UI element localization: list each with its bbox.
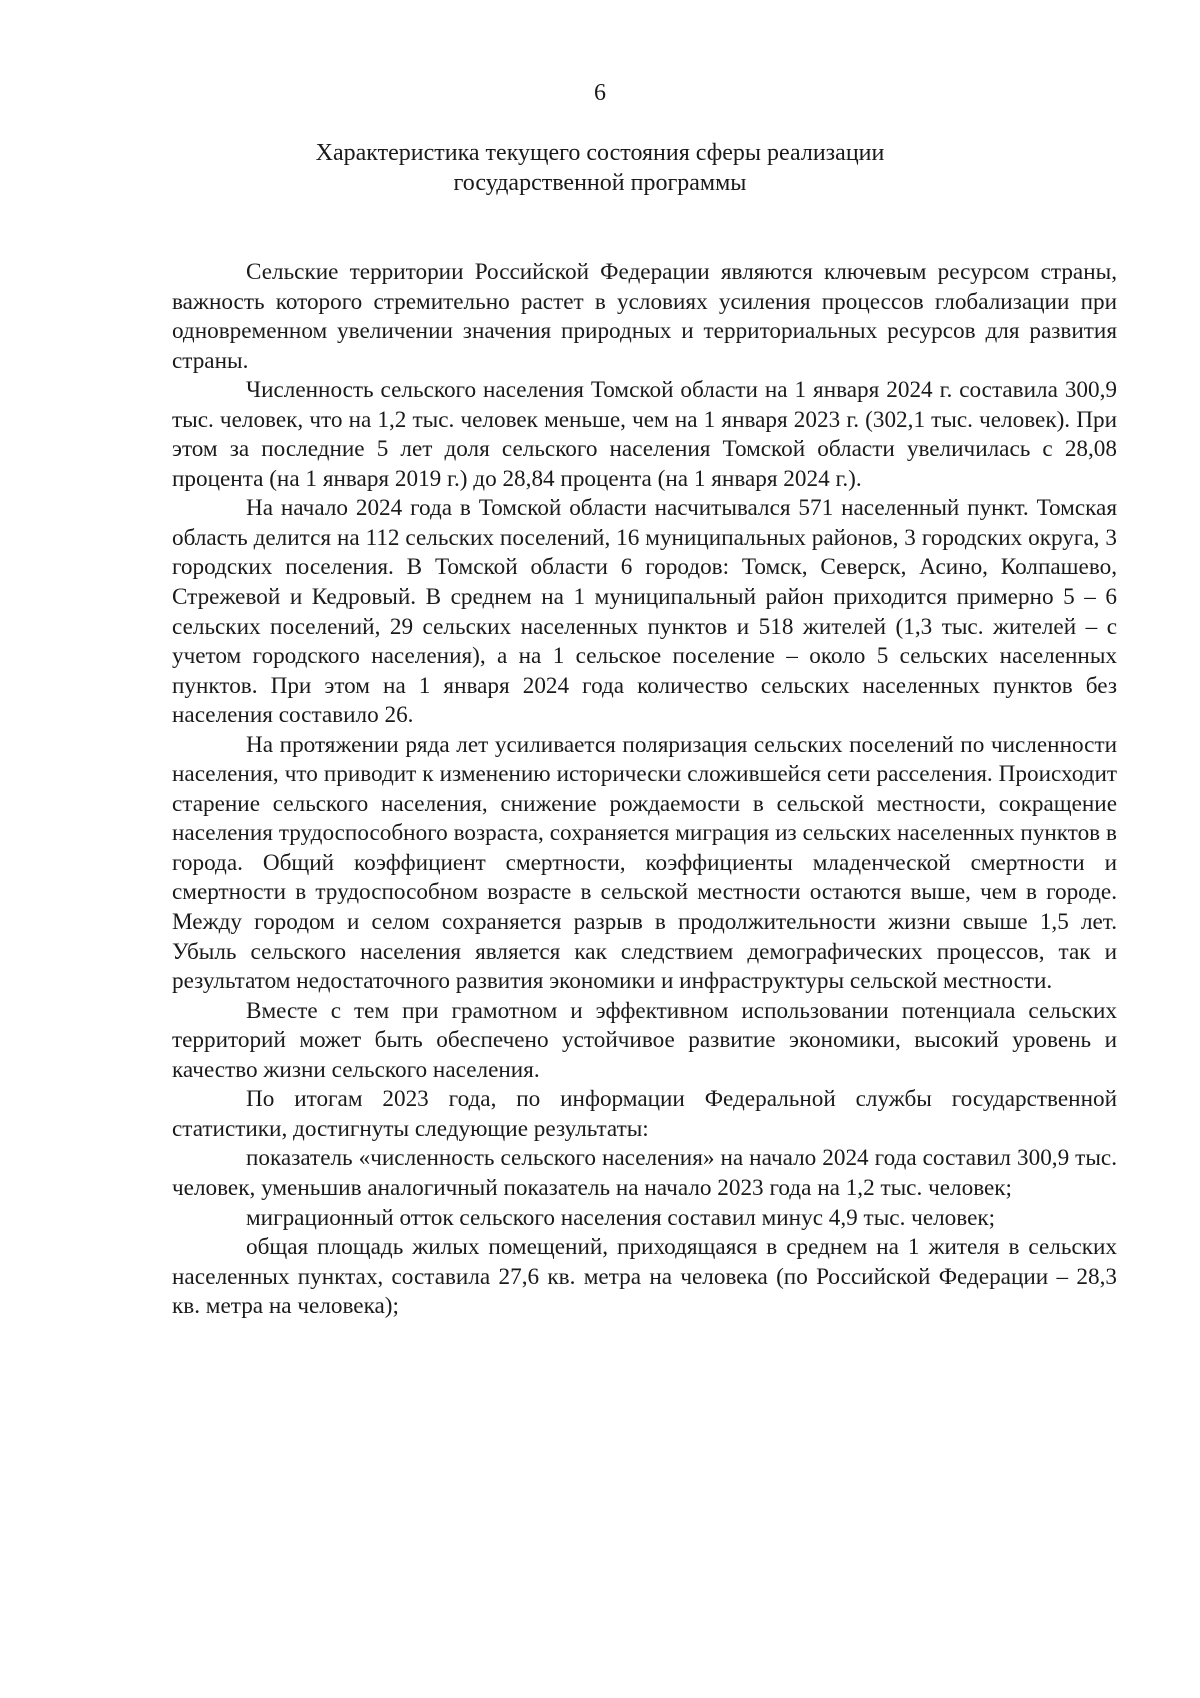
document-body (172, 258, 1117, 1322)
paragraph-intro: Сельские территории Российской Федерации являются ключевым ресурсом страны, важность которого стремительно растет в условиях усиления процессов глобализации при одновременном увеличении значения природных и территориальных ресурсов для развития страны. (172, 259, 1117, 374)
paragraph-results-intro: По итогам 2023 года, по информации Федеральной службы государственной статистики, достигнуты следующие результаты: (172, 1086, 1117, 1142)
list-item-population-indicator: показатель «численность сельского населения» на начало 2024 года составил 300,9 тыс. человек, уменьшив аналогичный показатель на начало 2023 года на 1,2 тыс. человек; (172, 1145, 1117, 1201)
section-heading-line-1: Характеристика текущего состояния сферы реализации (315, 140, 885, 166)
list-item-migration: миграционный отток сельского населения составил минус 4,9 тыс. человек; (246, 1204, 996, 1231)
page-number: 6 (594, 80, 606, 106)
section-heading (160, 138, 1040, 198)
section-heading-line-2: государственной программы (453, 170, 747, 196)
paragraph-population: Численность сельского населения Томской области на 1 января 2024 г. составила 300,9 тыс. человек, что на 1,2 тыс. человек меньше, чем на 1 января 2023 г. (302,1 тыс. человек). При этом за последние 5 лет доля сельского населения Томской области увеличилась с 28,08 процента (на 1 января 2019 г.) до 28,84 процента (на 1 января 2024 г.). (172, 377, 1117, 492)
paragraph-settlements: На начало 2024 года в Томской области насчитывался 571 населенный пункт. Томская область делится на 112 сельских поселений, 16 муниципальных районов, 3 городских округа, 3 городских поселения. В Томской области 6 городов: Томск, Северск, Асино, Колпашево, Стрежевой и Кедровый. В среднем на 1 муниципальный район приходится примерно 5 – 6 сельских поселений, 29 сельских населенных пунктов и 518 жителей (1,3 тыс. жителей – с учетом городского населения), а на 1 сельское поселение – около 5 сельских населенных пунктов. При этом на 1 января 2024 года количество сельских населенных пунктов без населения составило 26. (172, 495, 1117, 729)
list-item-housing-area: общая площадь жилых помещений, приходящаяся в среднем на 1 жителя в сельских населенных пунктах, составила 27,6 кв. метра на человека (по Российской Федерации – 28,3 кв. метра на человека); (172, 1234, 1117, 1320)
paragraph-polarization: На протяжении ряда лет усиливается поляризация сельских поселений по численности населения, что приводит к изменению исторически сложившейся сети расселения. Происходит старение сельского населения, снижение рождаемости в сельской местности, сокращение населения трудоспособного возраста, сохраняется миграция из сельских населенных пунктов в города. Общий коэффициент смертности, коэффициенты младенческой смертности и смертности в трудоспособном возрасте в сельской местности остаются выше, чем в городе. Между городом и селом сохраняется разрыв в продолжительности жизни свыше 1,5 лет. Убыль сельского населения является как следствием демографических процессов, так и результатом недостаточного развития экономики и инфраструктуры сельской местности. (172, 731, 1117, 995)
paragraph-potential: Вместе с тем при грамотном и эффективном использовании потенциала сельских территорий может быть обеспечено устойчивое развитие экономики, высокий уровень и качество жизни сельского населения. (172, 997, 1117, 1083)
